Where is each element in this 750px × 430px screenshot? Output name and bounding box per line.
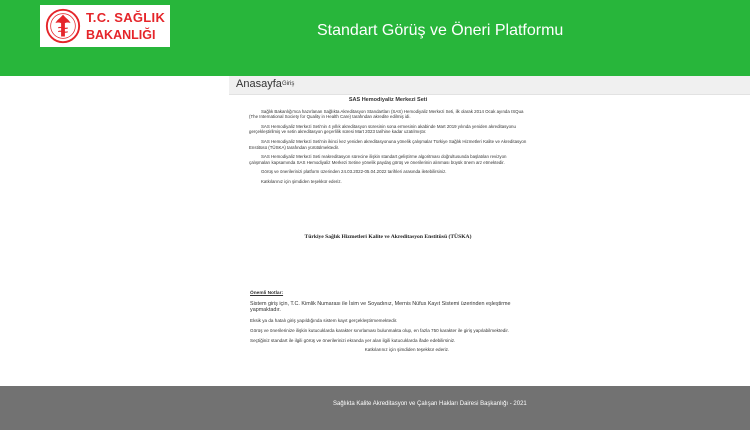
ministry-logo[interactable] — [40, 5, 170, 47]
platform-title: Standart Görüş ve Öneri Platformu — [317, 22, 564, 39]
logo-text-line1: T.C. SAĞLIK — [86, 10, 166, 25]
note-item: Seçtiğiniz standart ile ilgili görüş ve önerilerinizi ekranda yer alan ilgili kutucuklarda ifade edebilirsiniz. — [250, 337, 456, 343]
announcement-paragraph: SAS Hemodiyaliz Merkezi Seti'nin 4 yıllık akreditasyon süresinin sona ermesinin akabinde Mart 2019 yılında yeniden akreditasyonu gerçekleştirilmiş ve setin akreditasyon geçerlilik süresi Mart 2023 tarihine kadar uzatılmıştır. — [249, 123, 516, 135]
announcement-paragraph: SAS Hemodiyaliz Merkezi Seti'nin ikinci kez yeniden akreditasyonuna yönelik çalışmalar Türkiye Sağlık Hizmetleri Kalite ve Akreditasyon Enstitüsü (TÜSKA) tarafından yürütülmektedir. — [249, 138, 527, 150]
note-item: Görüş ve önerilerinize ilişkin kutucuklarda karakter sınırlaması bulunmakta olup, en fazla 750 karakter ile giriş yapılabilmektedir. — [250, 327, 509, 333]
nav-login-link[interactable]: Giriş — [282, 81, 295, 87]
page-footer — [0, 386, 750, 430]
announcement — [249, 98, 527, 189]
announcement-paragraph: Görüş ve önerilerinizi platform üzerinden 24.03.2022-05.04.2022 tarihleri arasında iletebilirsiniz. — [261, 169, 447, 175]
important-notes — [250, 291, 524, 357]
logo-text-line2: BAKANLIĞI — [86, 28, 156, 42]
notes-heading: Önemli Notlar: — [250, 291, 284, 296]
announcement-paragraph: SAS Hemodiyaliz Merkezi Seti reakreditasyon sürecine ilişkin standart geliştirme algoritması doğrultusunda başlatılan revizyon çalışmaları kapsamında SAS Hemodiyaliz Merkezi Setine yönelik paydaş görüş ve önerilerinin alınması büyük önem arz etmektedir. — [249, 154, 507, 165]
main-content — [229, 76, 750, 386]
notes-thanks: Katkılarınız için şimdiden teşekkür ederiz. — [364, 347, 450, 353]
announcement-paragraph: Sağlık Bakanlığı'nca hazırlanan Sağlıkta Akreditasyon Standartları (SAS) Hemodiyaliz Merkezi Seti, ilk olarak 2014 Ocak ayında ISQua (The International Society for Quality in Health Care) tarafından akredite edilmiş idi. — [249, 108, 524, 120]
note-item: Eksik ya da hatalı giriş yapıldığında sistem kayıt gerçekleştirmemektedir. — [250, 317, 398, 323]
footer-text: Sağlıkta Kalite Akreditasyon ve Çalışan Hakları Dairesi Başkanlığı - 2021 — [333, 401, 527, 407]
note-item: Sistem giriş için, T.C. Kimlik Numarası ile İsim ve Soyadınız, Mernis Nüfus Kayıt Sistemi üzerinden eşleştirme yapmaktadır. — [250, 300, 511, 314]
organization-name: Türkiye Sağlık Hizmetleri Kalite ve Akreditasyon Enstitüsü (TÜSKA) — [304, 234, 472, 240]
announcement-paragraph: Katkılarınız için şimdiden teşekkür ederiz. — [261, 178, 342, 184]
ministry-emblem-icon — [44, 7, 82, 45]
top-nav — [229, 76, 750, 95]
nav-home-link[interactable]: Anasayfa — [236, 78, 282, 90]
announcement-title: SAS Hemodiyaliz Merkezi Seti — [348, 97, 428, 103]
page-header — [0, 0, 750, 76]
